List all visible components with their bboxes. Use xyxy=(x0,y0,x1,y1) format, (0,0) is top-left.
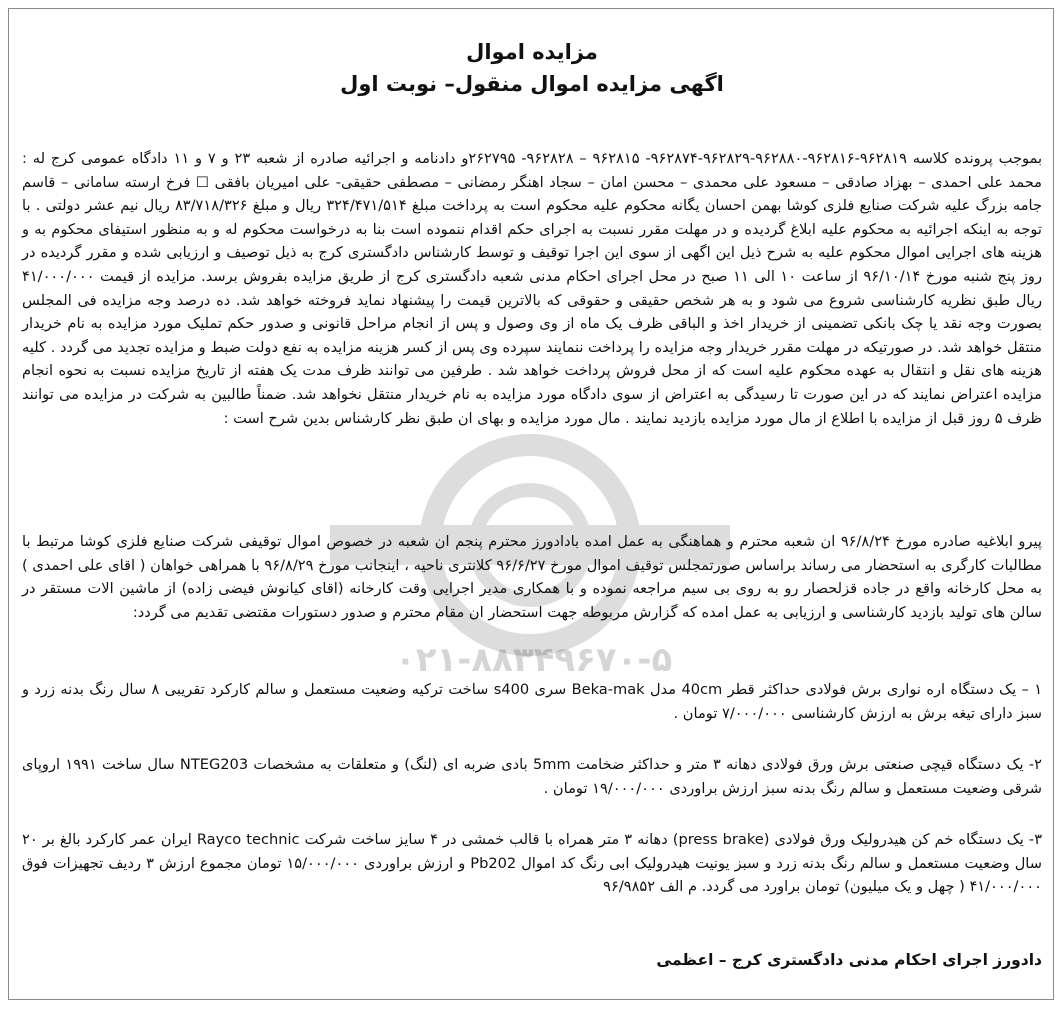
case-paragraph: بموجب پرونده کلاسه ۹۶۲۸۱۹-۹۶۲۸۱۶-۹۶۲۸۸۰-۹۶۲۸۲۹-۹۶۲۸۷۴- ۹۶۲۸۱۵ – ۹۶۲۸۲۸- ۲۶۲۷۹۵و دادنامه و اجرائیه صادره از شعبه ۲۳ و ۷ و ۱۱ دادگاه عمومی کرج له : محمد علی احمدی – بهزاد صادقی – مسعود علی محمدی – محسن امان – سجاد اهنگر رمضانی – مصطفی حقیقی- علی امیریان بافقی ☐ فرخ ارسته سامانی – قاسم جامه بزرگ علیه شرکت صنایع فلزی کوشا بهمن احسان یگانه محکوم علیه محکوم است به پرداخت مبلغ ۳۲۴/۴۷۱/۵۱۴ ریال و مبلغ ۸۳/۷۱۸/۳۲۶ ریال نیم عشر دولتی . با توجه به اینکه اجرائیه به محکوم علیه ابلاغ گردیده و در مهلت مقرر نسبت به اجرای حکم اقدام ننموده است بنا به درخواست محکوم له و به منظور استیفای محکوم به و هزینه های اجرایی اموال محکوم علیه به شرح ذیل این اگهی از سوی این اجرا توقیف و توسط کارشناس دادگستری کرج به ذیل توصیف و ارزیابی شده و مقرر گردیده در روز پنج شنبه مورخ ۹۶/۱۰/۱۴ از ساعت ۱۰ الی ۱۱ صبح در محل اجرای احکام مدنی شعبه دادگستری کرج از طریق مزایده بفروش برسد. مزایده از قیمت ۴۱/۰۰۰/۰۰۰ ریال طبق نظریه کارشناسی شروع می شود و به هر شخص حقیقی و حقوقی که بالاترین قیمت را پیشنهاد نماید فروخته خواهد شد. ده درصد وجه مزایده فی المجلس بصورت وجه نقد یا چک بانکی تضمینی از خریدار اخذ و الباقی ظرف یک ماه از وی وصول و پس از انجام مراحل قانونی و صدور حکم تملیک مورد مزایده به نام خریدار منتقل خواهد شد. در صورتیکه در مهلت مقرر خریدار وجه مزایده را پرداخت ننمایند سپرده وی پس از کسر هزینه مزایده به نفع دولت ضبط و مزایده تجدید می گردد . کلیه هزینه های نقل و انتقال به عهده محکوم علیه است که از محل فروش پرداخت خواهد شد . طرفین می توانند ظرف مدت یک هفته از تاریخ مزایده نسبت به نحوه انجام مزایده اعتراض نمایند که در این صورت تا رسیدگی به اعتراض از سوی دادگاه مورد مزایده به نام خریدار منتقل نخواهد شد. ضمناً طالبین به شرکت در مزایده می توانند ظرف ۵ روز قبل از مزایده با اطلاع از مال مورد مزایده بازدید نمایند . مال مورد مزایده و بهای ان طبق نظر کارشناس بدین شرح است : xyxy=(22,150,1043,427)
notice-title: مزایده اموال xyxy=(466,40,598,64)
notice-subtitle: اگهی مزایده اموال منقول– نوبت اول xyxy=(340,72,724,96)
watermark-phone: ۰۲۱-۸۸۳۴۹۶۷۰-۵ xyxy=(395,640,673,680)
item-press-brake: ۳- یک دستگاه خم کن هیدرولیک ورق فولادی (press brake) دهانه ۳ متر همراه با قالب خمشی در ۴ سایز ساخت شرکت Rayco technic ایران عمر کارکرد بالغ بر ۲۰ سال وضعیت مستعمل و سالم رنگ بدنه زرد و سبز یونیت هیدرولیک ابی رنگ کد اموال Pb202 و ارزش براوردی ۱۵/۰۰۰/۰۰۰ تومان مجموع ارزش ۳ ردیف تجهیزات فوق ۴۱/۰۰۰/۰۰۰ ( چهل و یک میلیون) تومان براورد می گردد. م الف ۹۶/۹۸۵۲ xyxy=(22,831,1043,896)
signature-line: دادورز اجرای احکام مدنی دادگستری کرج – اعظمی xyxy=(656,951,1042,969)
item-band-saw: ۱ – یک دستگاه اره نواری برش فولادی حداکثر قطر 40cm مدل Beka-mak سری s400 ساخت ترکیه وضعیت مستعمل و سالم کارکرد تقریبی ۸ سال رنگ بدنه زرد و سبز دارای تیغه برش به ارزش کارشناسی ۷/۰۰۰/۰۰۰ تومان . xyxy=(22,681,1043,722)
expert-report-paragraph: پیرو ابلاغیه صادره مورخ ۹۶/۸/۲۴ ان شعبه محترم و هماهنگی به عمل امده بادادورز محترم پنجم ان شعبه در خصوص اموال توقیفی شرکت صنایع فلزی کوشا مرتبط با مطالبات کارگری به استحضار می رساند براساس صورتمجلس توقیف اموال مورخ ۹۶/۶/۲۷ کلانتری ناحیه ، اینجانب مورخ ۹۶/۸/۲۹ با همراهی خواهان ( اقای علی احمدی ) به محل کارخانه واقع در جاده قزلحصار رو به روی بی سیم مراجعه نموده و با همکاری مدیر اجرایی وقت کارخانه (اقای کیانوش فیضی زاده) از ماشین الات مستقر در سالن های تولید بازدید کارشناسی و ارزیابی به عمل امده که گزارش مربوطه جهت استحضار ان مقام محترم و صدور دستورات مقتضی تقدیم می گردد: xyxy=(22,533,1042,621)
item-shear-machine: ۲- یک دستگاه قیچی صنعتی برش ورق فولادی دهانه ۳ متر و حداکثر ضخامت 5mm بادی ضربه ای (لنگ) و متعلقات به مشخصات NTEG203 سال ساخت ۱۹۹۱ اروپای شرقی وضعیت مستعمل و سالم رنگ بدنه سبز ارزش براوردی ۱۹/۰۰۰/۰۰۰ تومان . xyxy=(22,756,1042,797)
